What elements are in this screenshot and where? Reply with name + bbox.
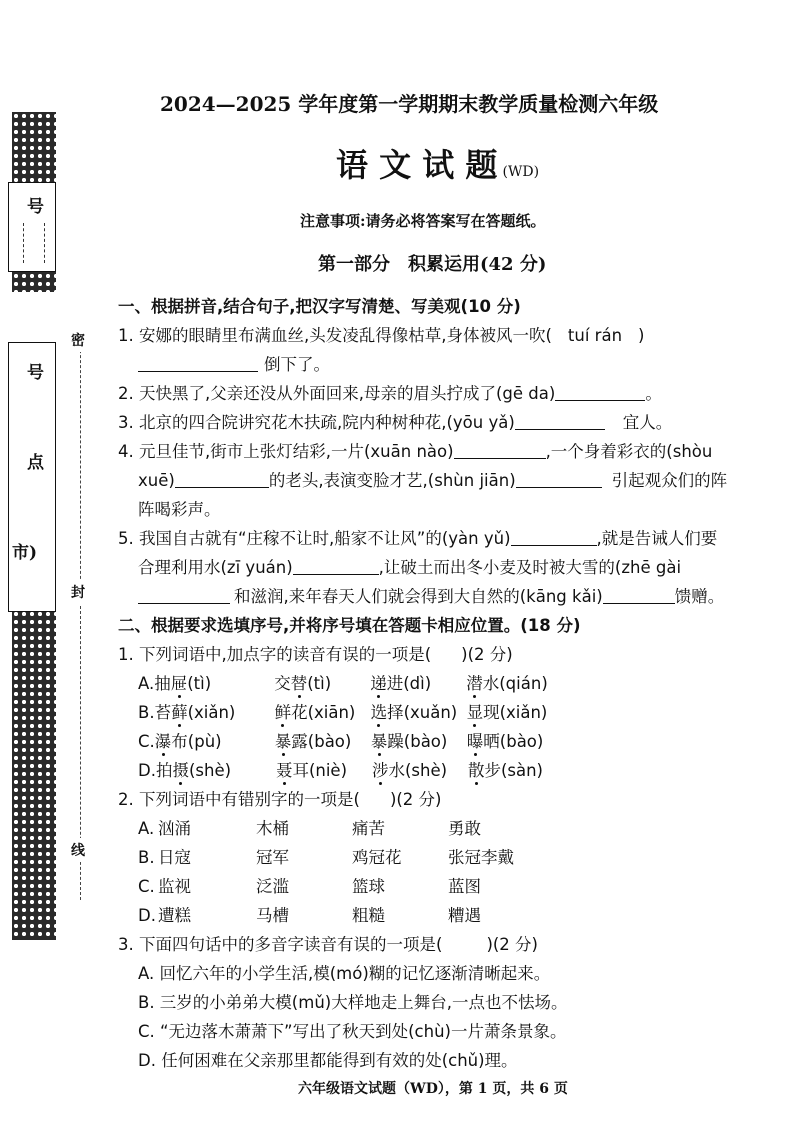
s1-q4-text-3: xuē) xyxy=(138,471,175,490)
word-char: 露 xyxy=(291,732,308,751)
s1-q4-blank-1[interactable] xyxy=(454,442,546,460)
dotted-char: 暴 xyxy=(370,732,388,751)
s1-q4-line1 xyxy=(118,438,712,462)
s1-q5-blank-4[interactable] xyxy=(603,587,675,605)
word: 痛苦 xyxy=(352,819,385,838)
s1-q5-text-5: 和滋润,来年春天人们就会得到大自然的(kāng kǎi) xyxy=(234,587,603,606)
binding-pattern-bottom xyxy=(12,610,56,940)
binding-label-point: 点 xyxy=(27,453,44,473)
s2-q1-option-d[interactable] xyxy=(138,757,543,781)
option-letter: D. xyxy=(138,761,156,780)
option-letter: A. xyxy=(138,819,155,838)
s1-q4-blank-2[interactable] xyxy=(175,471,269,489)
dotted-char: 显 xyxy=(466,703,484,722)
word-char: 布 xyxy=(171,732,188,751)
word-pinyin: (niè) xyxy=(308,761,348,780)
dotted-char: 屉 xyxy=(170,674,188,693)
s1-q5-text: 5. 我国自古就有“庄稼不让时,船家不让风”的(yàn yǔ) xyxy=(118,529,511,548)
s1-q5-line1 xyxy=(118,525,717,549)
word-pinyin: (qián) xyxy=(499,674,548,693)
word: 泛滥 xyxy=(256,877,289,896)
word: 日寇 xyxy=(158,848,191,867)
s2-q2-option-d[interactable] xyxy=(138,902,481,926)
dotted-char: 瀑 xyxy=(154,732,172,751)
option-letter: D. xyxy=(138,906,156,925)
s2-q2-option-b[interactable] xyxy=(138,844,514,868)
s2-q3-option-c[interactable]: C. “无边落木萧萧下”写出了秋天到处(chù)一片萧条景象。 xyxy=(138,1022,567,1041)
word-char: 交 xyxy=(274,674,291,693)
word-char: 晒 xyxy=(483,732,500,751)
s1-q3-line xyxy=(118,409,672,433)
s1-q2-blank[interactable] xyxy=(555,384,645,402)
word: 木桶 xyxy=(256,819,289,838)
dotted-char: 替 xyxy=(290,674,308,693)
word-char: 步 xyxy=(484,761,501,780)
s2-q2-score: )(2 分) xyxy=(389,790,442,809)
s1-q4-text-4: 的老头,表演变脸才艺,(shùn jiān) xyxy=(268,471,516,490)
s1-q5-line2 xyxy=(138,554,681,578)
s2-q1-score: )(2 分) xyxy=(461,645,513,664)
dotted-char: 曝 xyxy=(466,732,484,751)
option-letter: C. xyxy=(138,877,155,896)
subject-title-row xyxy=(336,140,539,186)
s2-q3-stem xyxy=(118,931,538,955)
dotted-char: 散 xyxy=(467,761,485,780)
s1-q5-text-4: ,让破土而出冬小麦及时被大雪的(zhē gài xyxy=(378,558,682,577)
s1-q5-blank-1[interactable] xyxy=(511,529,597,547)
binding-label-number-2: 号 xyxy=(27,363,44,383)
word-pinyin: (sàn) xyxy=(500,761,543,780)
dotted-char: 暴 xyxy=(274,732,292,751)
dotted-char: 聂 xyxy=(275,761,293,780)
exam-title: 2024—2025 学年度第一学期期末教学质量检测六年级 xyxy=(160,92,659,116)
word: 遭糕 xyxy=(158,906,191,925)
s1-q2-tail: 。 xyxy=(645,384,662,403)
dotted-char: 涉 xyxy=(371,761,389,780)
binding-field-dashes xyxy=(23,223,45,263)
s1-q4-line3: 阵喝彩声。 xyxy=(138,500,221,519)
word-pinyin: (xiǎn) xyxy=(187,703,236,722)
seal-char-xian: 线 xyxy=(71,838,85,862)
word-pinyin: (tì) xyxy=(187,674,212,693)
option-letter: B. xyxy=(138,703,155,722)
s1-q5-text-6: 馈赠。 xyxy=(674,587,725,606)
dotted-char: 藓 xyxy=(171,703,188,722)
word-pinyin: (xiǎn) xyxy=(499,703,548,722)
s1-q1-tail: 倒下了。 xyxy=(264,355,330,374)
s1-q5-text-2: ,就是告诫人们要 xyxy=(596,529,718,548)
s2-q2-option-c[interactable] xyxy=(138,873,481,897)
option-letter: B. xyxy=(138,848,155,867)
word-char: 苔 xyxy=(154,703,172,722)
s2-q1-stem-text: 1. 下列词语中,加点字的读音有误的一项是( xyxy=(118,645,432,664)
word: 糟遇 xyxy=(448,906,481,925)
dotted-char: 鲜 xyxy=(274,703,292,722)
s2-q3-option-d[interactable]: D. 任何困难在父亲那里都能得到有效的处(chǔ)理。 xyxy=(138,1051,518,1070)
word-char: 水 xyxy=(388,761,405,780)
word-char: 进 xyxy=(386,674,404,693)
dotted-char: 摄 xyxy=(172,761,189,780)
s1-q3-tail: 宜人。 xyxy=(622,413,673,432)
s1-q5-blank-3[interactable] xyxy=(138,587,230,605)
word-pinyin: (tì) xyxy=(307,674,332,693)
word-char: 抽 xyxy=(154,674,171,693)
binding-dashed-line xyxy=(80,330,81,900)
word: 鸡冠花 xyxy=(352,848,402,867)
s1-q4-text: 4. 元旦佳节,街市上张灯结彩,一片(xuān nào) xyxy=(118,442,454,461)
s1-q5-text-3: 合理利用水(zī yuán) xyxy=(138,558,293,577)
s1-q1-paren: ) xyxy=(638,326,645,345)
dotted-char: 递 xyxy=(370,674,387,693)
subject-code: (WD) xyxy=(502,164,540,180)
word-char: 水 xyxy=(482,674,500,693)
s1-q1-blank[interactable] xyxy=(138,355,258,373)
word-char: 现 xyxy=(483,703,500,722)
s2-q1-stem xyxy=(118,641,513,665)
s2-q1-option-c[interactable] xyxy=(138,728,543,752)
s1-q5-line3 xyxy=(138,583,724,607)
word-char: 花 xyxy=(291,703,308,722)
word: 粗糙 xyxy=(352,906,385,925)
word-pinyin: (xuǎn) xyxy=(403,703,458,722)
dotted-char: 潜 xyxy=(466,674,483,693)
word: 篮球 xyxy=(352,877,385,896)
s2-q3-stem-text: 3. 下面四句话中的多音字读音有误的一项是( xyxy=(118,935,443,954)
s2-q2-option-a[interactable] xyxy=(138,815,481,839)
s1-q1-text: 1. 安娜的眼睛里布满血丝,头发凌乱得像枯草,身体被风一吹( xyxy=(118,326,552,345)
subject-title: 语 文 试 题 xyxy=(336,146,498,184)
binding-label-number-1: 号 xyxy=(27,197,44,217)
s2-q1-option-b[interactable] xyxy=(138,699,547,723)
word: 蓝图 xyxy=(448,877,481,896)
word-char: 耳 xyxy=(292,761,309,780)
word: 冠军 xyxy=(256,848,289,867)
s2-q1-option-a[interactable] xyxy=(138,670,548,694)
section2-title: 二、根据要求选填序号,并将序号填在答题卡相应位置。(18 分) xyxy=(118,616,581,635)
s1-q4-text-2: ,一个身着彩衣的(shòu xyxy=(545,442,713,461)
seal-char-feng: 封 xyxy=(71,580,85,604)
s1-q4-text-5: 引起观众们的阵 xyxy=(611,471,728,490)
word-char: 躁 xyxy=(387,732,404,751)
s1-q1-line1 xyxy=(118,322,644,346)
word: 勇敢 xyxy=(448,819,481,838)
s1-q1-pinyin: tuí rán xyxy=(567,326,623,345)
word-pinyin: (shè) xyxy=(404,761,448,780)
word: 马槽 xyxy=(256,906,289,925)
s1-q2-line xyxy=(118,380,662,404)
word-char: 择 xyxy=(387,703,404,722)
s2-q2-stem-text: 2. 下列词语中有错别字的一项是( xyxy=(118,790,360,809)
seal-char-mi: 密 xyxy=(71,328,85,352)
word: 张冠李戴 xyxy=(448,848,514,867)
option-letter: A. xyxy=(138,674,155,693)
s2-q3-option-a[interactable]: A. 回忆六年的小学生活,模(mó)糊的记忆逐渐清晰起来。 xyxy=(138,964,551,983)
s1-q3-blank[interactable] xyxy=(515,413,605,431)
s2-q3-score: )(2 分) xyxy=(486,935,538,954)
word-pinyin: (dì) xyxy=(403,674,432,693)
page-footer: 六年级语文试题（WD），第 1 页，共 6 页 xyxy=(298,1081,568,1097)
s1-q4-blank-3[interactable] xyxy=(516,471,602,489)
s1-q3-text: 3. 北京的四合院讲究花木扶疏,院内种树种花,(yōu yǎ) xyxy=(118,413,515,432)
word-pinyin: (shè) xyxy=(188,761,232,780)
s1-q4-line2 xyxy=(138,467,727,491)
s1-q1-line2 xyxy=(138,351,330,375)
word-pinyin: (bào) xyxy=(403,732,448,751)
s1-q2-text: 2. 天快黑了,父亲还没从外面回来,母亲的眉头拧成了(gē da) xyxy=(118,384,556,403)
dotted-char: 选 xyxy=(370,703,388,722)
word: 汹涌 xyxy=(158,819,191,838)
s2-q3-option-b[interactable]: B. 三岁的小弟弟大模(mǔ)大样地走上舞台,一点也不怯场。 xyxy=(138,993,568,1012)
part1-title: 第一部分 积累运用(42 分) xyxy=(318,254,547,275)
word-pinyin: (xiān) xyxy=(307,703,356,722)
s2-q2-stem xyxy=(118,786,442,810)
section1-title: 一、根据拼音,结合句子,把汉字写清楚、写美观(10 分) xyxy=(118,297,521,316)
word-pinyin: (bào) xyxy=(307,732,352,751)
word: 监视 xyxy=(158,877,191,896)
notice: 注意事项:请务必将答案写在答题纸。 xyxy=(300,212,546,230)
binding-label-city: 市) xyxy=(12,543,38,563)
word-pinyin: (pù) xyxy=(187,732,222,751)
s1-q5-blank-2[interactable] xyxy=(293,558,379,576)
word-char: 拍 xyxy=(155,761,173,780)
option-letter: C. xyxy=(138,732,155,751)
word-pinyin: (bào) xyxy=(499,732,544,751)
